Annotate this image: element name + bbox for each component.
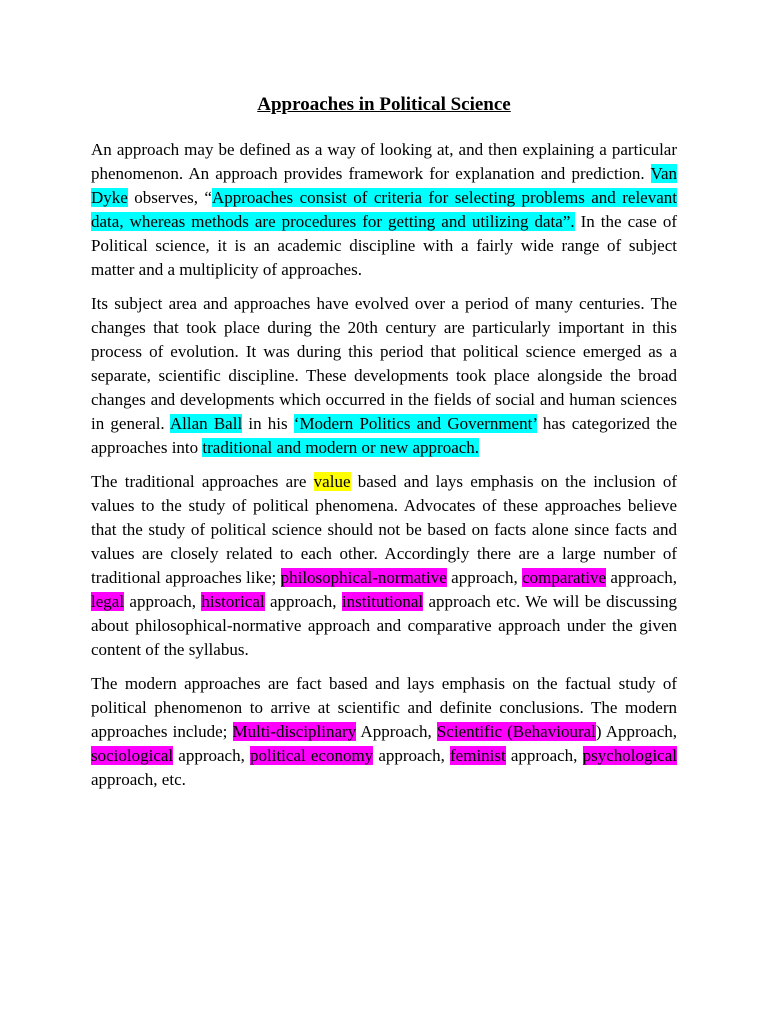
text-run: ) Approach,	[595, 722, 678, 741]
highlight-cyan: Van Dyke	[91, 164, 677, 207]
highlight-cyan: traditional and modern or new approach.	[202, 438, 480, 457]
highlight-magenta: institutional	[341, 592, 424, 611]
paragraph-1	[91, 138, 677, 282]
text-run: The traditional approaches are	[91, 472, 314, 491]
text-run: approach,	[446, 568, 523, 587]
document-title: Approaches in Political Science	[257, 94, 511, 115]
highlight-cyan: ‘Modern Politics and Government’	[293, 414, 537, 433]
highlight-magenta: Scientific (Behavioural	[436, 722, 596, 741]
text-run: approach,	[606, 568, 677, 587]
text-run: in his	[242, 414, 294, 433]
highlight-yellow: value	[313, 472, 351, 491]
text-run: based and lays emphasis on the inclusion of values to the study of political phenomena. Advocates of these approaches believe that the study of political science should not be based on facts alone since facts and values are closely related to each other. Accordingly there are a large number of traditional approaches like;	[91, 472, 677, 587]
highlight-magenta: political economy	[250, 746, 374, 765]
text-run: The modern approaches are fact based and lays emphasis on the factual study of political phenomenon to arrive at scientific and definite conclusions. The modern approaches include;	[91, 674, 677, 741]
highlight-magenta: sociological	[91, 746, 174, 765]
text-run: In the case of Political science, it is an academic discipline with a fairly wide range of subject matter and a multiplicity of approaches.	[91, 212, 678, 279]
highlight-magenta: comparative	[522, 568, 607, 587]
text-run: approach,	[505, 746, 583, 765]
text-run: Its subject area and approaches have evolved over a period of many centuries. The changes that took place during the 20th century are particularly important in this process of evolution. It was during this period that political science emerged as a separate, scientific discipline. These developments took place alongside the broad changes and developments which occurred in the fields of social and human sciences in general.	[91, 294, 677, 433]
text-run: approach,	[373, 746, 451, 765]
text-run: An approach may be defined as a way of looking at, and then explaining a particular phenomenon. An approach provides framework for explanation and prediction.	[91, 140, 677, 183]
highlight-magenta: feminist	[450, 746, 506, 765]
text-run: approach,	[124, 592, 202, 611]
highlight-cyan: Allan Ball	[169, 414, 243, 433]
text-run: approach etc. We will be discussing about philosophical-normative approach and comparative approach under the given content of the syllabus.	[91, 592, 677, 659]
highlight-magenta: legal	[91, 592, 125, 611]
highlight-magenta: Multi-disciplinary	[232, 722, 357, 741]
text-run: Approach,	[356, 722, 437, 741]
text-run: approach, etc.	[91, 770, 186, 789]
highlight-magenta: historical	[201, 592, 265, 611]
paragraph-2	[91, 292, 677, 460]
text-run: approach,	[173, 746, 250, 765]
text-run: approach,	[264, 592, 342, 611]
highlight-magenta: psychological	[582, 746, 677, 765]
paragraph-4	[91, 672, 677, 792]
paragraph-3	[91, 470, 677, 662]
text-run: observes, “	[127, 188, 212, 207]
highlight-magenta: philosophical-normative	[280, 568, 447, 587]
highlight-cyan: Approaches consist of criteria for selecting problems and relevant data, whereas methods are procedures for getting and utilizing data”.	[91, 188, 677, 231]
text-run: has categorized the approaches into	[91, 414, 678, 457]
